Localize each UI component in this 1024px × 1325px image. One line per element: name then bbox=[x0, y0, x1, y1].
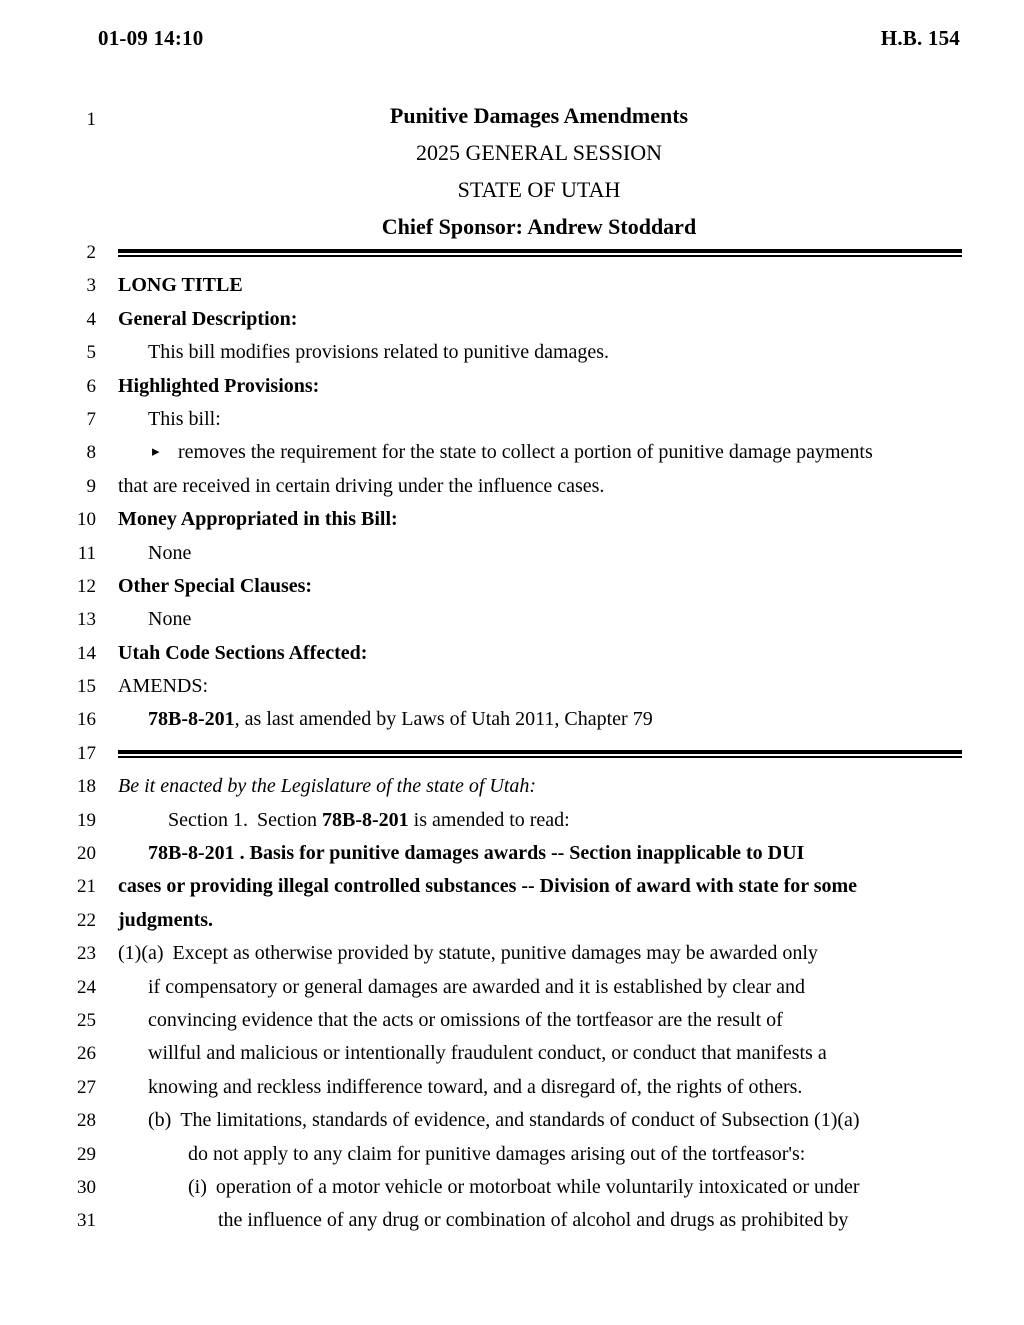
section-catchline-line-3: judgments. bbox=[118, 908, 214, 931]
amended-section-code: 78B-8-201 bbox=[148, 708, 235, 731]
line-row-15 bbox=[0, 670, 1024, 703]
line-row-4 bbox=[0, 303, 1024, 336]
subsection-1a-text bbox=[118, 937, 974, 970]
line-number: 11 bbox=[77, 542, 96, 564]
section-word: Section bbox=[257, 808, 317, 831]
money-appropriated-heading: Money Appropriated in this Bill: bbox=[118, 508, 398, 531]
line-number: 27 bbox=[77, 1076, 96, 1098]
subsection-i-label: (i) bbox=[188, 1175, 207, 1198]
line-row-18 bbox=[0, 770, 1024, 803]
document-header bbox=[98, 26, 960, 51]
subsection-1b-text bbox=[148, 1104, 974, 1137]
line-number: 23 bbox=[77, 943, 96, 965]
amends-label: AMENDS: bbox=[118, 675, 209, 698]
highlighted-provisions-heading: Highlighted Provisions: bbox=[118, 374, 320, 397]
line-row-6 bbox=[0, 370, 1024, 403]
line-number: 10 bbox=[77, 509, 96, 531]
this-bill-text: This bill: bbox=[148, 407, 221, 430]
line-number: 16 bbox=[77, 709, 96, 731]
section-divider-rule-bottom bbox=[118, 750, 962, 758]
money-appropriated-value: None bbox=[148, 541, 192, 564]
line-row-22 bbox=[0, 904, 1024, 937]
line-number: 4 bbox=[86, 308, 96, 330]
subsection-1a-body: Except as otherwise provided by statute, punitive damages may be awarded only bbox=[172, 942, 818, 965]
other-special-clauses-value: None bbox=[148, 608, 192, 631]
line-number: 21 bbox=[77, 876, 96, 898]
general-description-heading: General Description: bbox=[118, 307, 298, 330]
section-1-code: 78B-8-201 bbox=[322, 808, 409, 831]
section-divider-rule-top bbox=[118, 249, 962, 257]
section-1-intro bbox=[168, 804, 974, 837]
sections-affected-heading: Utah Code Sections Affected: bbox=[118, 641, 368, 664]
line-number: 5 bbox=[86, 342, 96, 364]
general-description-text: This bill modifies provisions related to punitive damages. bbox=[148, 341, 610, 364]
line-row-12 bbox=[0, 570, 1024, 603]
line-number: 15 bbox=[77, 676, 96, 698]
line-number: 22 bbox=[77, 909, 96, 931]
subsection-1a-continuation-1: if compensatory or general damages are awarded and it is established by clear and bbox=[148, 975, 805, 998]
line-number: 29 bbox=[77, 1143, 96, 1165]
subsection-1a-continuation-3: willful and malicious or intentionally fraudulent conduct, or conduct that manifests a bbox=[148, 1042, 827, 1065]
line-number: 2 bbox=[86, 242, 96, 263]
line-row-20 bbox=[0, 837, 1024, 870]
line-row-10 bbox=[0, 503, 1024, 536]
bill-title: Punitive Damages Amendments bbox=[389, 103, 689, 128]
line-row-21 bbox=[0, 870, 1024, 903]
line-row-30 bbox=[0, 1171, 1024, 1204]
line-number: 14 bbox=[77, 642, 96, 664]
state-label: STATE OF UTAH bbox=[457, 177, 621, 202]
line-row-28 bbox=[0, 1104, 1024, 1137]
line-row-3 bbox=[0, 269, 1024, 302]
line-number: 18 bbox=[77, 776, 96, 798]
line-row-26 bbox=[0, 1037, 1024, 1070]
line-row-9 bbox=[0, 470, 1024, 503]
header-bill-number: H.B. 154 bbox=[880, 26, 960, 50]
line-number: 31 bbox=[77, 1210, 96, 1232]
subsection-i-body: operation of a motor vehicle or motorboat while voluntarily intoxicated or under bbox=[215, 1175, 860, 1198]
line-row-17 bbox=[0, 737, 1024, 770]
long-title-heading: LONG TITLE bbox=[118, 274, 243, 297]
line-number: 20 bbox=[77, 843, 96, 865]
triangle-bullet-icon: ▸ bbox=[152, 444, 160, 461]
line-number: 13 bbox=[77, 609, 96, 631]
session-label: 2025 GENERAL SESSION bbox=[415, 140, 663, 165]
line-row-29 bbox=[0, 1138, 1024, 1171]
section-catchline-line-2: cases or providing illegal controlled substances -- Division of award with state for some bbox=[118, 875, 858, 898]
subsection-i-continuation: the influence of any drug or combination of alcohol and drugs as prohibited by bbox=[218, 1209, 849, 1232]
line-row-16 bbox=[0, 703, 1024, 736]
line-number: 3 bbox=[86, 275, 96, 297]
line-row-7 bbox=[0, 403, 1024, 436]
line-row-31 bbox=[0, 1204, 1024, 1237]
header-timestamp: 01-09 14:10 bbox=[98, 26, 204, 50]
line-number: 6 bbox=[86, 375, 96, 397]
line-row-13 bbox=[0, 603, 1024, 636]
enactment-clause: Be it enacted by the Legislature of the state of Utah: bbox=[118, 775, 537, 798]
amended-section-reference bbox=[148, 703, 974, 736]
amended-section-detail: , as last amended by Laws of Utah 2011, Chapter 79 bbox=[234, 708, 653, 731]
line-number: 9 bbox=[86, 475, 96, 497]
other-special-clauses-heading: Other Special Clauses: bbox=[118, 574, 313, 597]
line-row-27 bbox=[0, 1071, 1024, 1104]
line-row-5 bbox=[0, 336, 1024, 369]
line-number: 1 bbox=[86, 109, 96, 130]
subsection-1b-body: The limitations, standards of evidence, and standards of conduct of Subsection (1)(a) bbox=[180, 1109, 860, 1132]
line-row-14 bbox=[0, 637, 1024, 670]
line-row-24 bbox=[0, 971, 1024, 1004]
chief-sponsor: Chief Sponsor: Andrew Stoddard bbox=[381, 214, 697, 239]
line-number: 25 bbox=[77, 1009, 96, 1031]
section-1-suffix: is amended to read: bbox=[413, 808, 570, 831]
section-catchline-line-1: 78B-8-201 . Basis for punitive damages awards -- Section inapplicable to DUI bbox=[148, 842, 805, 865]
line-number: 8 bbox=[86, 442, 96, 464]
subsection-i-text bbox=[188, 1171, 974, 1204]
line-row-2 bbox=[0, 236, 1024, 269]
line-number: 19 bbox=[77, 809, 96, 831]
line-number: 17 bbox=[77, 742, 96, 764]
line-number: 12 bbox=[77, 575, 96, 597]
subsection-1b-label: (b) bbox=[148, 1109, 172, 1132]
line-number: 26 bbox=[77, 1043, 96, 1065]
line-number: 7 bbox=[86, 408, 96, 430]
subsection-1a-continuation-4: knowing and reckless indifference toward, and a disregard of, the rights of others. bbox=[148, 1075, 803, 1098]
line-row-11 bbox=[0, 537, 1024, 570]
line-row-19 bbox=[0, 804, 1024, 837]
line-row-8 bbox=[0, 436, 1024, 469]
line-row-25 bbox=[0, 1004, 1024, 1037]
line-number: 30 bbox=[77, 1176, 96, 1198]
provision-item-continuation: that are received in certain driving under the influence cases. bbox=[118, 474, 605, 497]
provision-item-text: removes the requirement for the state to collect a portion of punitive damage payments bbox=[178, 441, 873, 464]
subsection-1a-continuation-2: convincing evidence that the acts or omissions of the tortfeasor are the result of bbox=[148, 1008, 783, 1031]
line-row-23 bbox=[0, 937, 1024, 970]
line-number: 28 bbox=[77, 1110, 96, 1132]
subsection-1a-label: (1)(a) bbox=[118, 942, 164, 965]
section-1-label: Section 1. bbox=[168, 808, 248, 831]
line-number: 24 bbox=[77, 976, 96, 998]
subsection-1b-continuation: do not apply to any claim for punitive damages arising out of the tortfeasor's: bbox=[188, 1142, 806, 1165]
line-row-1 bbox=[0, 103, 1024, 136]
